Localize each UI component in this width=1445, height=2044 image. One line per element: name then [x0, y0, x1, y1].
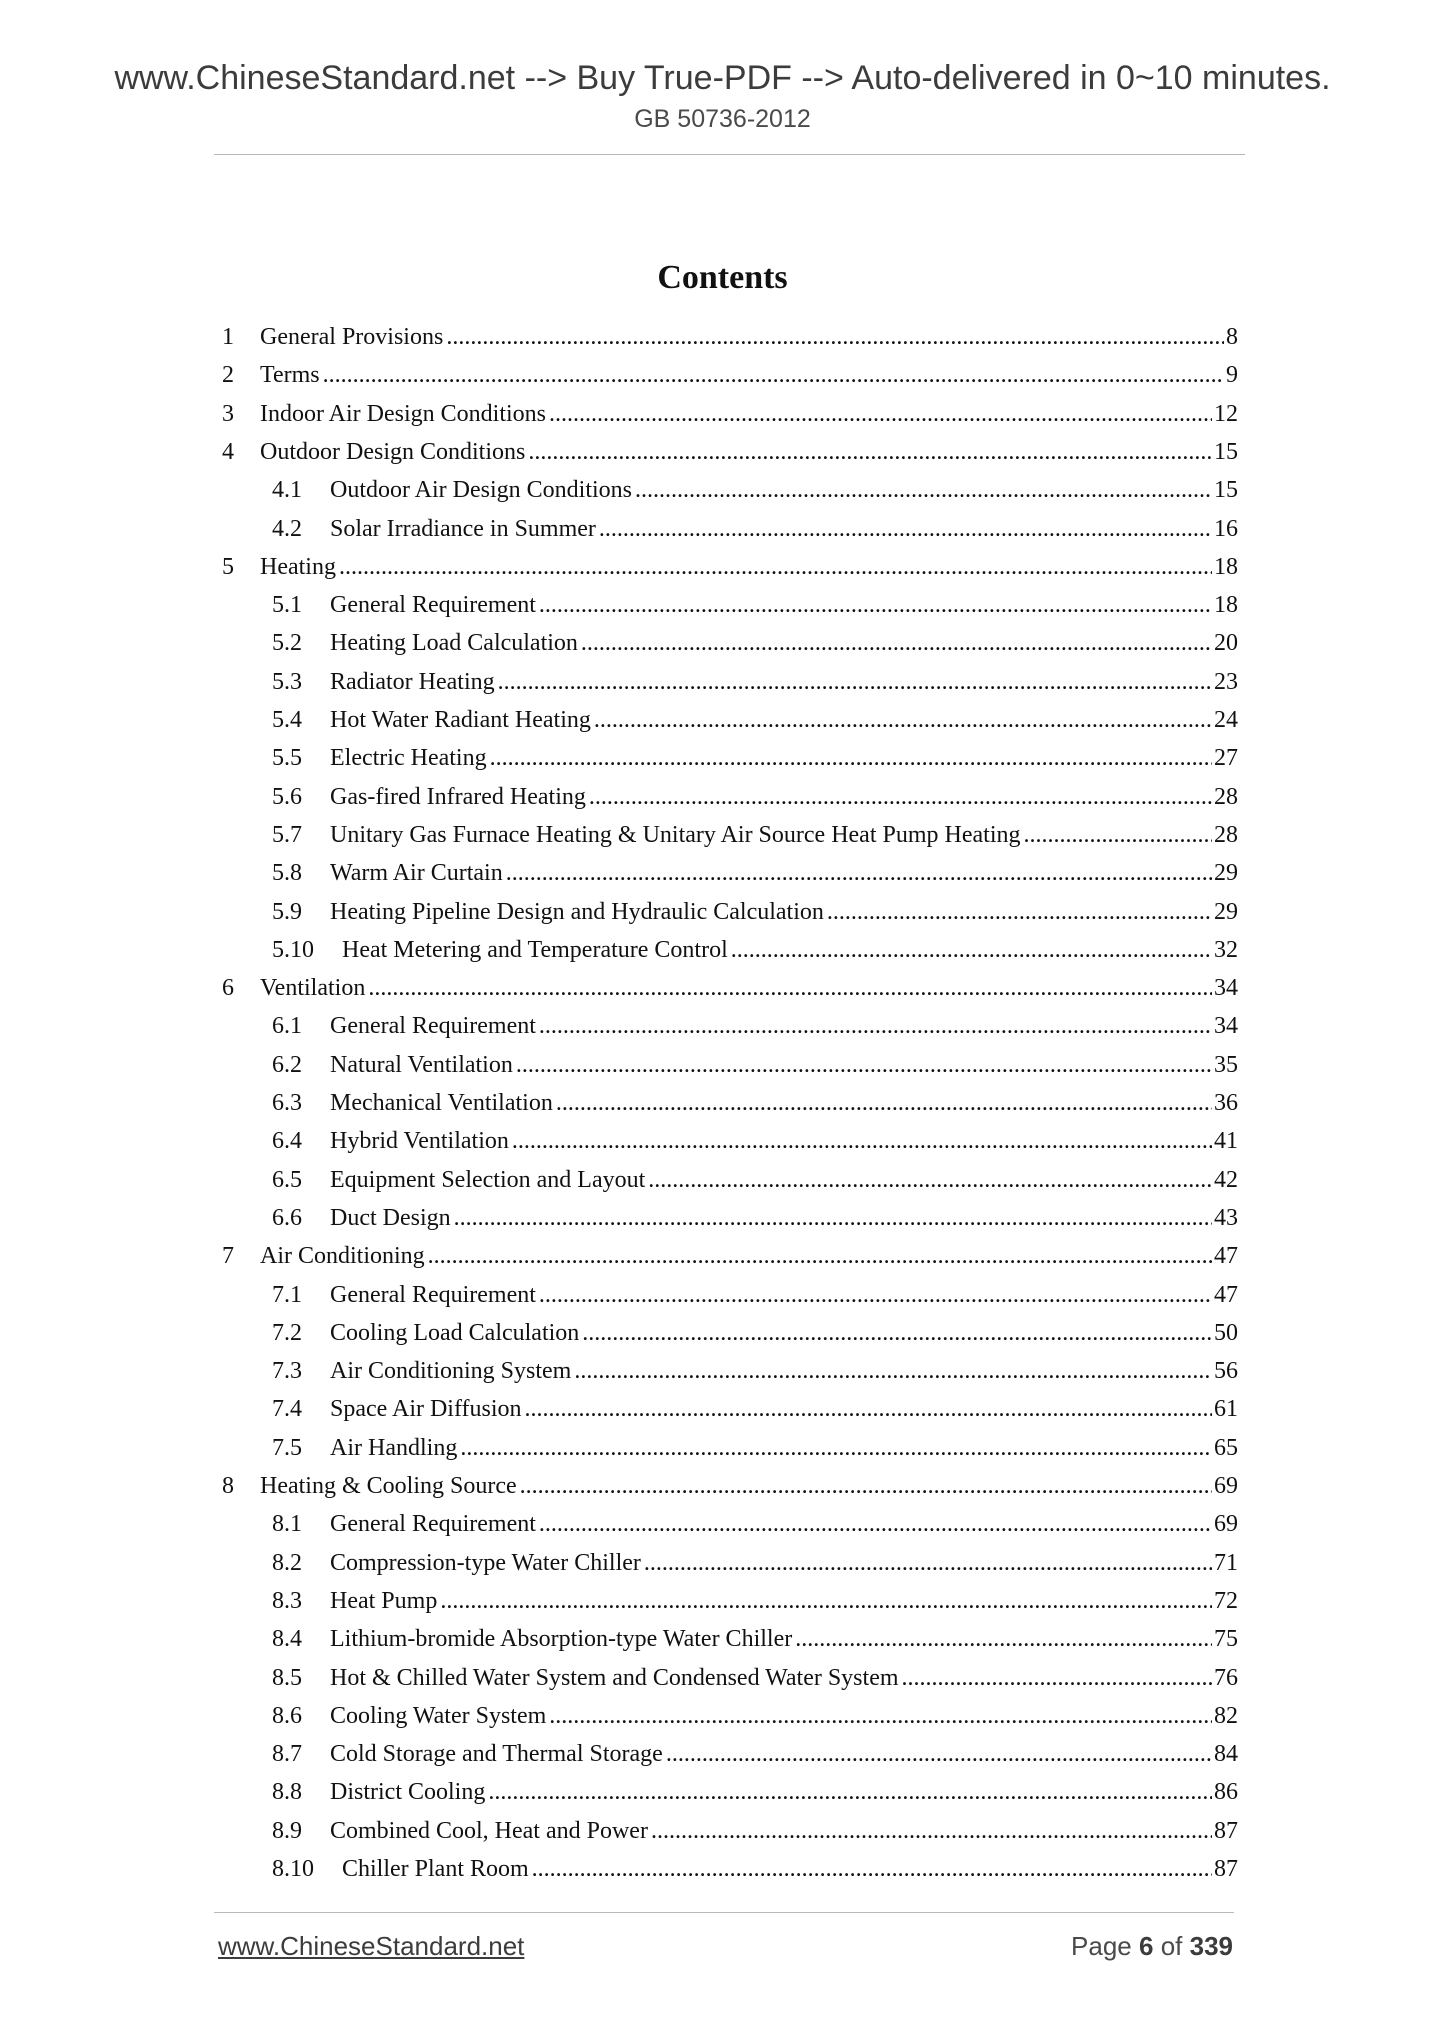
toc-entry-page: 34 [1214, 975, 1238, 1002]
toc-entry[interactable] [222, 1467, 1238, 1505]
toc-entry-number: 5.9 [272, 898, 302, 925]
toc-entry-title: Heat Pump [330, 1587, 438, 1614]
toc-entry-title: Solar Irradiance in Summer [330, 515, 596, 542]
of-word: of [1160, 1931, 1183, 1961]
toc-entry-number: 7.1 [272, 1281, 302, 1308]
toc-entry-title: Heat Metering and Temperature Control [342, 936, 728, 963]
toc-entry-number: 5.7 [272, 821, 302, 848]
current-page-number: 6 [1138, 1931, 1154, 1961]
toc-entry-number: 7.2 [272, 1319, 302, 1346]
toc-entry-number: 8.3 [272, 1587, 302, 1614]
toc-entry[interactable] [222, 318, 1238, 356]
toc-dot-leader [644, 1544, 1212, 1582]
footer-site-link[interactable]: www.ChineseStandard.net [218, 1931, 525, 1961]
toc-entry[interactable] [272, 931, 1238, 969]
toc-entry-page: 47 [1214, 1243, 1238, 1270]
toc-entry-title: Hot & Chilled Water System and Condensed Water System [330, 1664, 899, 1691]
toc-entry[interactable] [272, 624, 1238, 662]
toc-entry-title: Indoor Air Design Conditions [260, 400, 546, 427]
toc-entry-number: 4.1 [272, 477, 302, 504]
toc-entry-number: 5 [222, 553, 234, 580]
toc-entry[interactable] [222, 969, 1238, 1007]
toc-dot-leader [651, 1812, 1212, 1850]
header-banner[interactable]: www.ChineseStandard.net --> Buy True-PDF --> Auto-delivered in 0~10 minutes. [114, 59, 1331, 97]
toc-entry-page: 47 [1214, 1281, 1238, 1308]
toc-entry-number: 8 [222, 1473, 234, 1499]
toc-entry-title: Radiator Heating [330, 668, 495, 695]
toc-entry-page: 86 [1214, 1779, 1238, 1806]
toc-entry-number: 5.3 [272, 668, 302, 695]
toc-entry-page: 27 [1214, 745, 1238, 772]
toc-dot-leader [368, 969, 1212, 1007]
header-divider [214, 154, 1245, 155]
toc-entry-number: 6.4 [272, 1128, 302, 1155]
toc-dot-leader [525, 1390, 1212, 1428]
toc-entry-number: 2 [222, 362, 234, 389]
toc-dot-leader [582, 1314, 1212, 1352]
toc-entry[interactable] [272, 1007, 1238, 1045]
toc-entry-page: 65 [1214, 1434, 1238, 1461]
toc-entry[interactable] [272, 1735, 1238, 1773]
toc-entry-title: Duct Design [330, 1204, 451, 1231]
toc-entry-number: 7.4 [272, 1396, 302, 1423]
toc-entry-page: 15 [1214, 438, 1238, 465]
toc-dot-leader [539, 1276, 1212, 1314]
toc-entry-page: 18 [1214, 553, 1238, 580]
toc-entry-title: Chiller Plant Room [342, 1856, 529, 1882]
toc-entry-page: 24 [1214, 707, 1238, 733]
toc-dot-leader [512, 1122, 1212, 1160]
toc-entry-title: Outdoor Air Design Conditions [330, 477, 633, 504]
toc-entry-title: Mechanical Ventilation [330, 1090, 553, 1116]
toc-entry-number: 5.5 [272, 745, 302, 772]
toc-entry-number: 8.9 [272, 1817, 302, 1844]
toc-entry-page: 23 [1214, 668, 1238, 695]
toc-dot-leader [731, 931, 1212, 969]
toc-entry-page: 42 [1214, 1166, 1238, 1193]
toc-entry-title: General Requirement [330, 592, 536, 619]
toc-entry-title: General Provisions [260, 324, 444, 350]
toc-dot-leader [635, 471, 1212, 509]
toc-entry-page: 76 [1214, 1664, 1238, 1691]
toc-dot-leader [599, 510, 1212, 548]
toc-entry-number: 8.2 [272, 1549, 302, 1576]
toc-entry-page: 75 [1214, 1626, 1238, 1653]
toc-entry[interactable] [272, 1773, 1238, 1811]
toc-dot-leader [528, 433, 1212, 471]
toc-entry-page: 9 [1226, 362, 1238, 389]
toc-entry-page: 69 [1214, 1511, 1238, 1538]
toc-entry-number: 8.10 [272, 1856, 314, 1882]
toc-entry[interactable] [272, 586, 1238, 624]
toc-entry-page: 84 [1214, 1741, 1238, 1768]
toc-entry-page: 18 [1214, 592, 1238, 619]
toc-dot-leader [1024, 816, 1213, 854]
toc-entry-title: Unitary Gas Furnace Heating & Unitary Air Source Heat Pump Heating [330, 821, 1021, 848]
toc-entry-page: 87 [1214, 1817, 1238, 1844]
toc-entry-page: 35 [1214, 1051, 1238, 1078]
toc-entry-title: Gas-fired Infrared Heating [330, 783, 586, 810]
toc-entry-title: Ventilation [260, 975, 366, 1002]
toc-entry-number: 5.1 [272, 592, 302, 619]
toc-entry-title: Natural Ventilation [330, 1051, 513, 1078]
toc-entry-number: 5.6 [272, 783, 302, 810]
toc-entry-title: General Requirement [330, 1281, 536, 1308]
toc-dot-leader [460, 1429, 1212, 1467]
toc-entry-number: 4 [222, 438, 234, 465]
toc-entry[interactable] [272, 1429, 1238, 1467]
toc-entry[interactable] [222, 356, 1238, 394]
toc-entry-number: 6.6 [272, 1204, 302, 1231]
toc-dot-leader [520, 1467, 1212, 1505]
toc-entry[interactable] [272, 510, 1238, 548]
toc-entry-title: Compression-type Water Chiller [330, 1549, 641, 1576]
toc-dot-leader [428, 1237, 1212, 1275]
toc-entry-number: 7.5 [272, 1434, 302, 1461]
toc-dot-leader [446, 318, 1224, 356]
toc-entry-title: Cold Storage and Thermal Storage [330, 1741, 663, 1768]
toc-entry-number: 8.5 [272, 1664, 302, 1691]
toc-entry-page: 32 [1214, 936, 1238, 963]
toc-entry[interactable] [272, 471, 1238, 509]
toc-entry-number: 8.1 [272, 1511, 302, 1538]
toc-entry-page: 71 [1214, 1549, 1238, 1576]
toc-dot-leader [581, 624, 1212, 662]
toc-entry-page: 29 [1214, 898, 1238, 925]
toc-entry-title: Electric Heating [330, 745, 487, 772]
toc-entry-page: 43 [1214, 1204, 1238, 1231]
toc-entry-title: Cooling Load Calculation [330, 1319, 580, 1346]
toc-entry-number: 6 [222, 975, 234, 1002]
toc-dot-leader [488, 1773, 1212, 1811]
toc-entry-title: District Cooling [330, 1779, 486, 1806]
toc-entry-page: 20 [1214, 630, 1238, 657]
toc-entry[interactable] [272, 1276, 1238, 1314]
toc-entry-number: 8.6 [272, 1702, 302, 1729]
toc-entry[interactable] [272, 1850, 1238, 1888]
toc-entry-title: General Requirement [330, 1511, 536, 1538]
toc-entry-page: 12 [1214, 400, 1238, 427]
toc-entry-title: Combined Cool, Heat and Power [330, 1817, 648, 1844]
toc-dot-leader [574, 1352, 1212, 1390]
toc-entry-title: Hybrid Ventilation [330, 1128, 509, 1155]
toc-entry-title: Terms [260, 362, 320, 389]
toc-entry-number: 1 [222, 324, 234, 350]
toc-entry-page: 82 [1214, 1702, 1238, 1729]
toc-dot-leader [498, 663, 1212, 701]
toc-entry-number: 6.3 [272, 1090, 302, 1116]
page-word: Page [1071, 1931, 1132, 1961]
toc-entry-number: 8.4 [272, 1626, 302, 1653]
toc-entry-number: 6.1 [272, 1013, 302, 1040]
toc-entry[interactable] [272, 1812, 1238, 1850]
toc-entry-page: 16 [1214, 515, 1238, 542]
toc-dot-leader [506, 854, 1212, 892]
toc-dot-leader [549, 1697, 1212, 1735]
toc-entry-number: 7 [222, 1243, 234, 1270]
toc-entry-page: 41 [1214, 1128, 1238, 1155]
toc-dot-leader [490, 739, 1212, 777]
toc-entry[interactable] [272, 778, 1238, 816]
toc-dot-leader [539, 1007, 1212, 1045]
toc-entry[interactable] [272, 663, 1238, 701]
toc-entry[interactable] [272, 1505, 1238, 1543]
toc-entry-page: 29 [1214, 860, 1238, 887]
footer-divider [214, 1912, 1234, 1913]
toc-dot-leader [516, 1046, 1212, 1084]
toc-entry-title: Warm Air Curtain [330, 860, 503, 887]
toc-entry-number: 3 [222, 400, 234, 427]
toc-entry-title: Heating & Cooling Source [260, 1473, 517, 1499]
toc-entry-number: 8.7 [272, 1741, 302, 1768]
toc-dot-leader [902, 1659, 1212, 1697]
toc-entry-page: 61 [1214, 1396, 1238, 1423]
toc-entry-title: Heating Load Calculation [330, 630, 578, 657]
standard-code: GB 50736-2012 [634, 105, 811, 133]
toc-entry[interactable] [272, 1122, 1238, 1160]
toc-dot-leader [532, 1850, 1212, 1888]
toc-entry[interactable] [272, 1314, 1238, 1352]
toc-dot-leader [549, 395, 1212, 433]
toc-entry-number: 5.8 [272, 860, 302, 887]
toc-entry-page: 28 [1214, 821, 1238, 848]
toc-dot-leader [594, 701, 1212, 739]
toc-entry[interactable] [272, 739, 1238, 777]
toc-entry[interactable] [272, 701, 1238, 739]
toc-entry-title: Hot Water Radiant Heating [330, 707, 591, 733]
toc-dot-leader [589, 778, 1212, 816]
toc-entry-page: 72 [1214, 1587, 1238, 1614]
toc-dot-leader [440, 1582, 1212, 1620]
toc-entry[interactable] [222, 395, 1238, 433]
toc-entry[interactable] [272, 1352, 1238, 1390]
page-title: Contents [657, 259, 788, 296]
toc-entry[interactable] [272, 1544, 1238, 1582]
toc-entry[interactable] [272, 854, 1238, 892]
toc-dot-leader [339, 548, 1212, 586]
toc-dot-leader [454, 1199, 1212, 1237]
toc-dot-leader [539, 586, 1212, 624]
toc-entry[interactable] [272, 1697, 1238, 1735]
toc-dot-leader [795, 1620, 1212, 1658]
toc-entry-title: Heating Pipeline Design and Hydraulic Calculation [330, 898, 824, 925]
toc-entry[interactable] [272, 1084, 1238, 1122]
toc-dot-leader [827, 893, 1212, 931]
toc-entry[interactable] [272, 1620, 1238, 1658]
toc-entry-title: Cooling Water System [330, 1702, 547, 1729]
toc-entry-title: Heating [260, 553, 336, 580]
toc-entry[interactable] [222, 1237, 1238, 1275]
toc-dot-leader [666, 1735, 1212, 1773]
toc-entry-number: 5.10 [272, 936, 314, 963]
toc-entry[interactable] [222, 433, 1238, 471]
page-indicator [1071, 1930, 1233, 1962]
toc-dot-leader [539, 1505, 1212, 1543]
toc-dot-leader [648, 1161, 1212, 1199]
toc-entry-title: General Requirement [330, 1013, 536, 1040]
toc-entry[interactable] [272, 1161, 1238, 1199]
toc-entry[interactable] [272, 816, 1238, 854]
toc-entry[interactable] [222, 548, 1238, 586]
toc-entry-title: Air Handling [330, 1434, 458, 1461]
toc-entry-page: 28 [1214, 783, 1238, 810]
toc-entry-page: 15 [1214, 477, 1238, 504]
toc-entry-page: 56 [1214, 1358, 1238, 1385]
toc-entry-number: 6.2 [272, 1051, 302, 1078]
toc-entry-number: 8.8 [272, 1779, 302, 1806]
toc-entry-number: 4.2 [272, 515, 302, 542]
toc-entry-page: 8 [1226, 324, 1238, 350]
toc-entry-number: 6.5 [272, 1166, 302, 1193]
toc-entry-number: 5.2 [272, 630, 302, 657]
toc-entry-page: 50 [1214, 1319, 1238, 1346]
toc-dot-leader [323, 356, 1224, 394]
toc-entry-title: Space Air Diffusion [330, 1396, 522, 1423]
toc-entry-number: 5.4 [272, 707, 302, 733]
toc-entry[interactable] [272, 1390, 1238, 1428]
total-pages: 339 [1189, 1931, 1233, 1961]
toc-entry-title: Outdoor Design Conditions [260, 438, 526, 465]
toc-entry-title: Lithium-bromide Absorption-type Water Chiller [330, 1626, 793, 1653]
toc-entry-page: 36 [1214, 1090, 1238, 1116]
toc-entry-page: 69 [1214, 1473, 1238, 1499]
toc-entry-title: Equipment Selection and Layout [330, 1166, 646, 1193]
toc-entry-page: 34 [1214, 1013, 1238, 1040]
toc-entry-page: 87 [1214, 1856, 1238, 1882]
toc-entry-title: Air Conditioning [260, 1243, 425, 1270]
toc-entry[interactable] [272, 893, 1238, 931]
toc-entry-number: 7.3 [272, 1358, 302, 1385]
toc-entry[interactable] [272, 1199, 1238, 1237]
toc-entry-title: Air Conditioning System [330, 1358, 572, 1385]
toc-entry[interactable] [272, 1582, 1238, 1620]
toc-dot-leader [556, 1084, 1212, 1122]
toc-entry[interactable] [272, 1659, 1238, 1697]
toc-entry[interactable] [272, 1046, 1238, 1084]
